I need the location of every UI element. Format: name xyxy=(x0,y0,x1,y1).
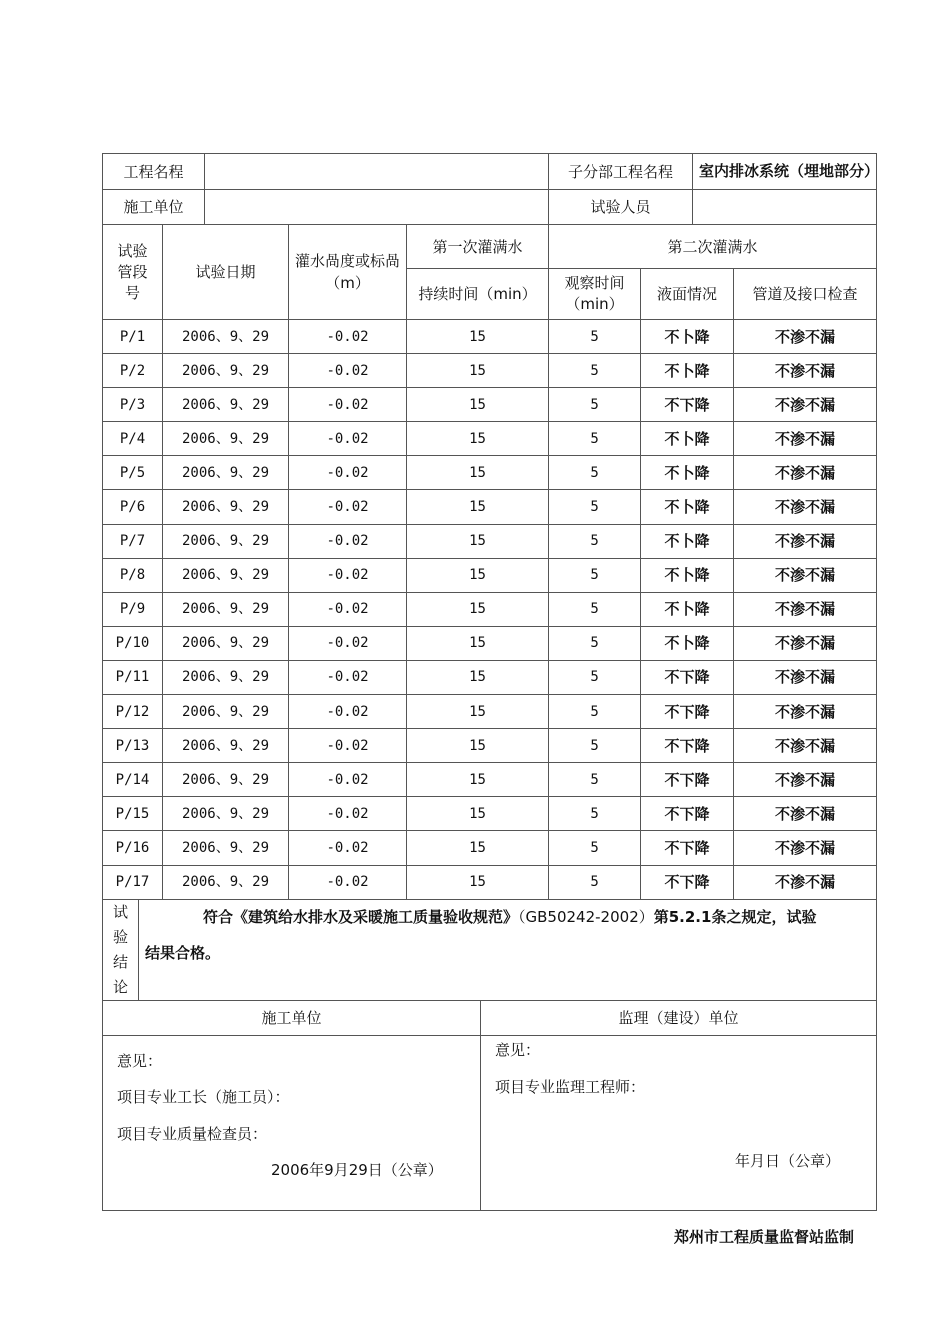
acceptance-record-form xyxy=(102,153,880,1211)
height-cell: -0.02 xyxy=(289,456,407,490)
segment-cell: P/15 xyxy=(103,797,163,831)
date-cell: 2006、9、29 xyxy=(163,422,289,456)
level-cell: 不卜降 xyxy=(641,592,734,626)
observe-cell: 5 xyxy=(549,592,641,626)
observe-cell: 5 xyxy=(549,763,641,797)
observe-cell: 5 xyxy=(549,626,641,660)
height-cell: -0.02 xyxy=(289,626,407,660)
table-row xyxy=(103,660,877,694)
segment-cell: P/10 xyxy=(103,626,163,660)
level-cell: 不下降 xyxy=(641,763,734,797)
table-row xyxy=(103,388,877,422)
date-cell: 2006、9、29 xyxy=(163,320,289,354)
column-header-row-1 xyxy=(103,225,877,269)
construction-signature-cell xyxy=(103,1035,481,1210)
height-cell: -0.02 xyxy=(289,388,407,422)
date-cell: 2006、9、29 xyxy=(163,558,289,592)
level-cell: 不下降 xyxy=(641,797,734,831)
level-cell: 不下降 xyxy=(641,695,734,729)
engineer-signature: 项目专业监理工程师： xyxy=(495,1077,646,1096)
level-cell: 不卜降 xyxy=(641,422,734,456)
date-cell: 2006、9、29 xyxy=(163,524,289,558)
conclusion-row xyxy=(103,899,877,1000)
conclusion-code: （GB50242-2002） xyxy=(518,907,654,926)
duration-cell: 15 xyxy=(407,729,549,763)
duration-cell: 15 xyxy=(407,592,549,626)
supervision-signature-cell xyxy=(481,1035,877,1210)
level-header: 液面情况 xyxy=(641,269,734,320)
table-row xyxy=(103,558,877,592)
observe-cell: 5 xyxy=(549,388,641,422)
observe-cell: 5 xyxy=(549,320,641,354)
height-cell: -0.02 xyxy=(289,695,407,729)
segment-cell: P/6 xyxy=(103,490,163,524)
form-table xyxy=(102,153,880,900)
observe-cell: 5 xyxy=(549,490,641,524)
height-cell: -0.02 xyxy=(289,797,407,831)
duration-header: 持续时间（min） xyxy=(407,269,549,320)
height-cell: -0.02 xyxy=(289,320,407,354)
joint-header: 管道及接口检查 xyxy=(734,269,877,320)
level-cell: 不卜降 xyxy=(641,626,734,660)
duration-cell: 15 xyxy=(407,865,549,899)
segment-cell: P/5 xyxy=(103,456,163,490)
level-cell: 不卜降 xyxy=(641,456,734,490)
duration-cell: 15 xyxy=(407,456,549,490)
observe-cell: 5 xyxy=(549,524,641,558)
height-cell: -0.02 xyxy=(289,729,407,763)
observe-cell: 5 xyxy=(549,354,641,388)
project-name-row xyxy=(103,154,877,190)
level-cell: 不下降 xyxy=(641,831,734,865)
table-row xyxy=(103,524,877,558)
project-name-value xyxy=(205,154,549,190)
observe-cell: 5 xyxy=(549,831,641,865)
observe-cell: 5 xyxy=(549,865,641,899)
supervision-opinion: 意见： xyxy=(495,1040,541,1059)
date-cell: 2006、9、29 xyxy=(163,592,289,626)
table-row xyxy=(103,865,877,899)
sub-project-label: 子分部工程名程 xyxy=(549,154,693,190)
conclusion-part-1: 符合《建筑给水排水及采暖施工质量验收规范》 xyxy=(203,907,519,926)
conclusion-text xyxy=(139,899,877,1000)
joint-cell: 不渗不漏 xyxy=(734,660,877,694)
joint-cell: 不渗不漏 xyxy=(734,422,877,456)
joint-cell: 不渗不漏 xyxy=(734,592,877,626)
level-cell: 不卜降 xyxy=(641,524,734,558)
conclusion-line-1 xyxy=(145,908,868,927)
joint-cell: 不渗不漏 xyxy=(734,456,877,490)
issuer-footer: 郑州市工程质量监督站监制 xyxy=(674,1228,855,1246)
date-cell: 2006、9、29 xyxy=(163,729,289,763)
conclusion-label xyxy=(103,899,139,1000)
duration-cell: 15 xyxy=(407,558,549,592)
segment-cell: P/3 xyxy=(103,388,163,422)
sub-project-value: 室内排冰系统（埋地部分） xyxy=(693,154,877,190)
segment-cell: P/1 xyxy=(103,320,163,354)
joint-cell: 不渗不漏 xyxy=(734,865,877,899)
segment-cell: P/13 xyxy=(103,729,163,763)
date-cell: 2006、9、29 xyxy=(163,831,289,865)
date-cell: 2006、9、29 xyxy=(163,695,289,729)
height-cell: -0.02 xyxy=(289,422,407,456)
height-cell: -0.02 xyxy=(289,592,407,626)
date-cell: 2006、9、29 xyxy=(163,456,289,490)
height-cell: -0.02 xyxy=(289,354,407,388)
segment-cell: P/14 xyxy=(103,763,163,797)
segment-cell: P/7 xyxy=(103,524,163,558)
supervision-unit-column-label: 监理（建设）单位 xyxy=(481,1000,877,1035)
observe-cell: 5 xyxy=(549,456,641,490)
date-cell: 2006、9、29 xyxy=(163,626,289,660)
joint-cell: 不渗不漏 xyxy=(734,354,877,388)
observe-cell: 5 xyxy=(549,797,641,831)
table-row xyxy=(103,695,877,729)
segment-cell: P/8 xyxy=(103,558,163,592)
observe-cell: 5 xyxy=(549,660,641,694)
observe-cell: 5 xyxy=(549,729,641,763)
segment-cell: P/11 xyxy=(103,660,163,694)
construction-unit-column-label: 施工单位 xyxy=(103,1000,481,1035)
table-row xyxy=(103,729,877,763)
duration-cell: 15 xyxy=(407,320,549,354)
conclusion-part-2: 第5.2.1条之规定，试验 xyxy=(653,907,817,926)
duration-cell: 15 xyxy=(407,354,549,388)
segment-cell: P/9 xyxy=(103,592,163,626)
level-cell: 不卜降 xyxy=(641,490,734,524)
date-cell: 2006、9、29 xyxy=(163,797,289,831)
foreman-signature: 项目专业工长（施工员）： xyxy=(117,1087,290,1106)
joint-cell: 不渗不漏 xyxy=(734,763,877,797)
table-row xyxy=(103,320,877,354)
table-row xyxy=(103,354,877,388)
duration-cell: 15 xyxy=(407,626,549,660)
table-row xyxy=(103,490,877,524)
height-cell: -0.02 xyxy=(289,558,407,592)
joint-cell: 不渗不漏 xyxy=(734,831,877,865)
level-cell: 不卜降 xyxy=(641,558,734,592)
joint-cell: 不渗不漏 xyxy=(734,695,877,729)
date-header: 试验日期 xyxy=(163,225,289,320)
observe-cell: 5 xyxy=(549,422,641,456)
joint-cell: 不渗不漏 xyxy=(734,729,877,763)
conclusion-table xyxy=(102,899,877,1001)
table-row xyxy=(103,592,877,626)
level-cell: 不下降 xyxy=(641,865,734,899)
supervision-date-seal: 年月日（公章） xyxy=(735,1151,841,1170)
duration-cell: 15 xyxy=(407,660,549,694)
construction-date-seal: 2006年9月29日（公章） xyxy=(271,1160,443,1179)
signature-header-row xyxy=(103,1000,877,1035)
height-cell: -0.02 xyxy=(289,763,407,797)
height-cell: -0.02 xyxy=(289,865,407,899)
duration-cell: 15 xyxy=(407,797,549,831)
second-fill-header: 第二次灌满水 xyxy=(549,225,877,269)
height-cell: -0.02 xyxy=(289,524,407,558)
duration-cell: 15 xyxy=(407,695,549,729)
duration-cell: 15 xyxy=(407,524,549,558)
date-cell: 2006、9、29 xyxy=(163,763,289,797)
duration-cell: 15 xyxy=(407,422,549,456)
date-cell: 2006、9、29 xyxy=(163,354,289,388)
duration-cell: 15 xyxy=(407,388,549,422)
date-cell: 2006、9、29 xyxy=(163,490,289,524)
segment-cell: P/12 xyxy=(103,695,163,729)
inspector-signature: 项目专业质量检查员： xyxy=(117,1124,268,1143)
observe-cell: 5 xyxy=(549,558,641,592)
project-name-label: 工程名程 xyxy=(103,154,205,190)
segment-cell: P/16 xyxy=(103,831,163,865)
duration-cell: 15 xyxy=(407,831,549,865)
level-cell: 不卜降 xyxy=(641,354,734,388)
table-row xyxy=(103,626,877,660)
date-cell: 2006、9、29 xyxy=(163,865,289,899)
joint-cell: 不渗不漏 xyxy=(734,524,877,558)
table-row xyxy=(103,422,877,456)
segment-cell: P/4 xyxy=(103,422,163,456)
observe-cell: 5 xyxy=(549,695,641,729)
segment-cell: P/17 xyxy=(103,865,163,899)
date-cell: 2006、9、29 xyxy=(163,660,289,694)
height-header: 灌水咼度或标咼（m） xyxy=(289,225,407,320)
segment-cell: P/2 xyxy=(103,354,163,388)
duration-cell: 15 xyxy=(407,490,549,524)
date-cell: 2006、9、29 xyxy=(163,388,289,422)
first-fill-header: 第一次灌满水 xyxy=(407,225,549,269)
tester-label: 试验人员 xyxy=(549,190,693,225)
joint-cell: 不渗不漏 xyxy=(734,797,877,831)
height-cell: -0.02 xyxy=(289,490,407,524)
construction-opinion: 意见： xyxy=(117,1051,163,1070)
construction-unit-row xyxy=(103,190,877,225)
construction-unit-value xyxy=(205,190,549,225)
level-cell: 不下降 xyxy=(641,729,734,763)
joint-cell: 不渗不漏 xyxy=(734,626,877,660)
table-row xyxy=(103,797,877,831)
height-cell: -0.02 xyxy=(289,660,407,694)
observe-header: 观察时间（min） xyxy=(549,269,641,320)
construction-unit-label: 施工单位 xyxy=(103,190,205,225)
tester-value xyxy=(693,190,877,225)
table-row xyxy=(103,831,877,865)
conclusion-label-text: 试验结论 xyxy=(112,902,128,996)
table-row xyxy=(103,456,877,490)
signature-body-row xyxy=(103,1035,877,1210)
duration-cell: 15 xyxy=(407,763,549,797)
level-cell: 不卜降 xyxy=(641,320,734,354)
joint-cell: 不渗不漏 xyxy=(734,490,877,524)
signature-table xyxy=(102,1000,877,1211)
joint-cell: 不渗不漏 xyxy=(734,558,877,592)
segment-header: 试验管段号 xyxy=(103,225,163,320)
level-cell: 不下降 xyxy=(641,660,734,694)
conclusion-line-2: 结果合格。 xyxy=(145,943,221,962)
table-row xyxy=(103,763,877,797)
height-cell: -0.02 xyxy=(289,831,407,865)
joint-cell: 不渗不漏 xyxy=(734,388,877,422)
joint-cell: 不渗不漏 xyxy=(734,320,877,354)
level-cell: 不下降 xyxy=(641,388,734,422)
